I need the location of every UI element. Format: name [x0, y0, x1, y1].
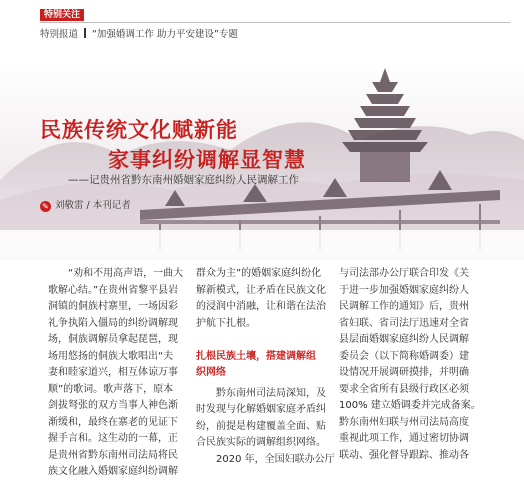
column-line: 礼争执陷入僵局的纠纷调解现: [48, 317, 178, 329]
section-heading: 织网络: [196, 367, 226, 378]
column-line: “劝和不用高声语，一曲大: [68, 268, 184, 279]
byline-text: 刘敬雷 / 本刊记者: [55, 200, 131, 211]
column-line: 要求全省所有县级行政区必须: [339, 383, 469, 395]
article-byline: [40, 197, 131, 212]
column-line: 县层面婚姻家庭纠纷人民调解: [339, 334, 469, 345]
header-divider: [40, 22, 510, 23]
column-line: 握手言和。这生动的一幕，正: [48, 433, 178, 444]
article-column-1: [48, 266, 188, 481]
article-title-line1: 民族传统文化赋新能: [40, 118, 238, 142]
column-line: 黔东南州妇联与州司法局高度: [339, 416, 469, 428]
article-title-line2: 家事纠纷调解显智慧: [108, 148, 306, 172]
column-line: 与司法部办公厅联合印发《关: [339, 268, 469, 279]
column-line: 群众为主”的婚姻家庭纠纷化: [196, 268, 322, 279]
column-line: 纷，前提是构建覆盖全面、贴: [196, 420, 326, 432]
column-line: 合民族实际的调解组织网络。: [196, 437, 326, 448]
column-line: 委员会（以下简称婚调委）建: [339, 350, 469, 362]
column-line: 重视此项工作，通过密切协调: [339, 433, 469, 444]
column-line: 于进一步加强婚姻家庭纠纷人: [339, 284, 469, 296]
column-line: 洞镇的侗族村寨里，一场因彩: [48, 301, 178, 312]
column-line: 族文化融入婚姻家庭纠纷调解: [48, 466, 178, 477]
section-tag: 特别关注: [40, 9, 84, 21]
column-line: 顺”的歌词。歌声落下，原本: [48, 383, 174, 395]
article-subtitle: ——记贵州省黔东南州婚姻家庭纠纷人民调解工作: [68, 174, 299, 186]
column-line: 渐缓和，最终在寨老的见证下: [48, 416, 178, 428]
blank-line: [196, 332, 332, 349]
column-line: 时发现与化解婚姻家庭矛盾纠: [196, 404, 326, 415]
header-topic: “加强婚调工作 助力平安建设”专题: [92, 29, 238, 40]
section-heading: 扎根民族土壤，搭建调解组: [196, 350, 316, 362]
column-line: 歌解心结。”在贵州省黎平县岩: [48, 284, 179, 296]
column-line: 省妇联、省司法厅迅速对全省: [339, 317, 469, 329]
column-line: 是贵州省黔东南州司法局将民: [48, 449, 178, 461]
header-separator: [84, 28, 86, 38]
article-column-3: [339, 266, 479, 464]
header-row: [40, 26, 238, 40]
column-line: 民调解工作的通知》后，贵州: [339, 301, 469, 312]
pen-icon: ✎: [40, 201, 51, 212]
column-line: 联动、强化督导跟踪、推动各: [339, 449, 469, 461]
column-line: 解新模式，让矛盾在民族文化: [196, 284, 326, 296]
column-line: 设情况开展调研摸排，并明确: [339, 367, 469, 378]
column-line: 的浸润中消融，让和谐在法治: [196, 301, 326, 312]
column-line: 剑拔弩张的双方当事人神色渐: [48, 400, 178, 411]
column-line: 妻和睦家道兴，相互体谅万事: [48, 367, 178, 378]
column-line: 护航下扎根。: [196, 317, 256, 329]
column-line: 场用悠扬的侗族大歌唱出“夫: [48, 350, 174, 362]
column-line: 2020 年，全国妇联办公厅: [216, 453, 335, 465]
header-left-label: 特别报道: [40, 29, 79, 40]
column-line: 黔东南州司法局深知，及: [216, 387, 326, 399]
article-column-2: [196, 266, 335, 468]
column-line: 场，侗族调解员拿起琵琶，现: [48, 334, 178, 345]
column-line: 100% 建立婚调委并完成备案。: [339, 400, 481, 411]
